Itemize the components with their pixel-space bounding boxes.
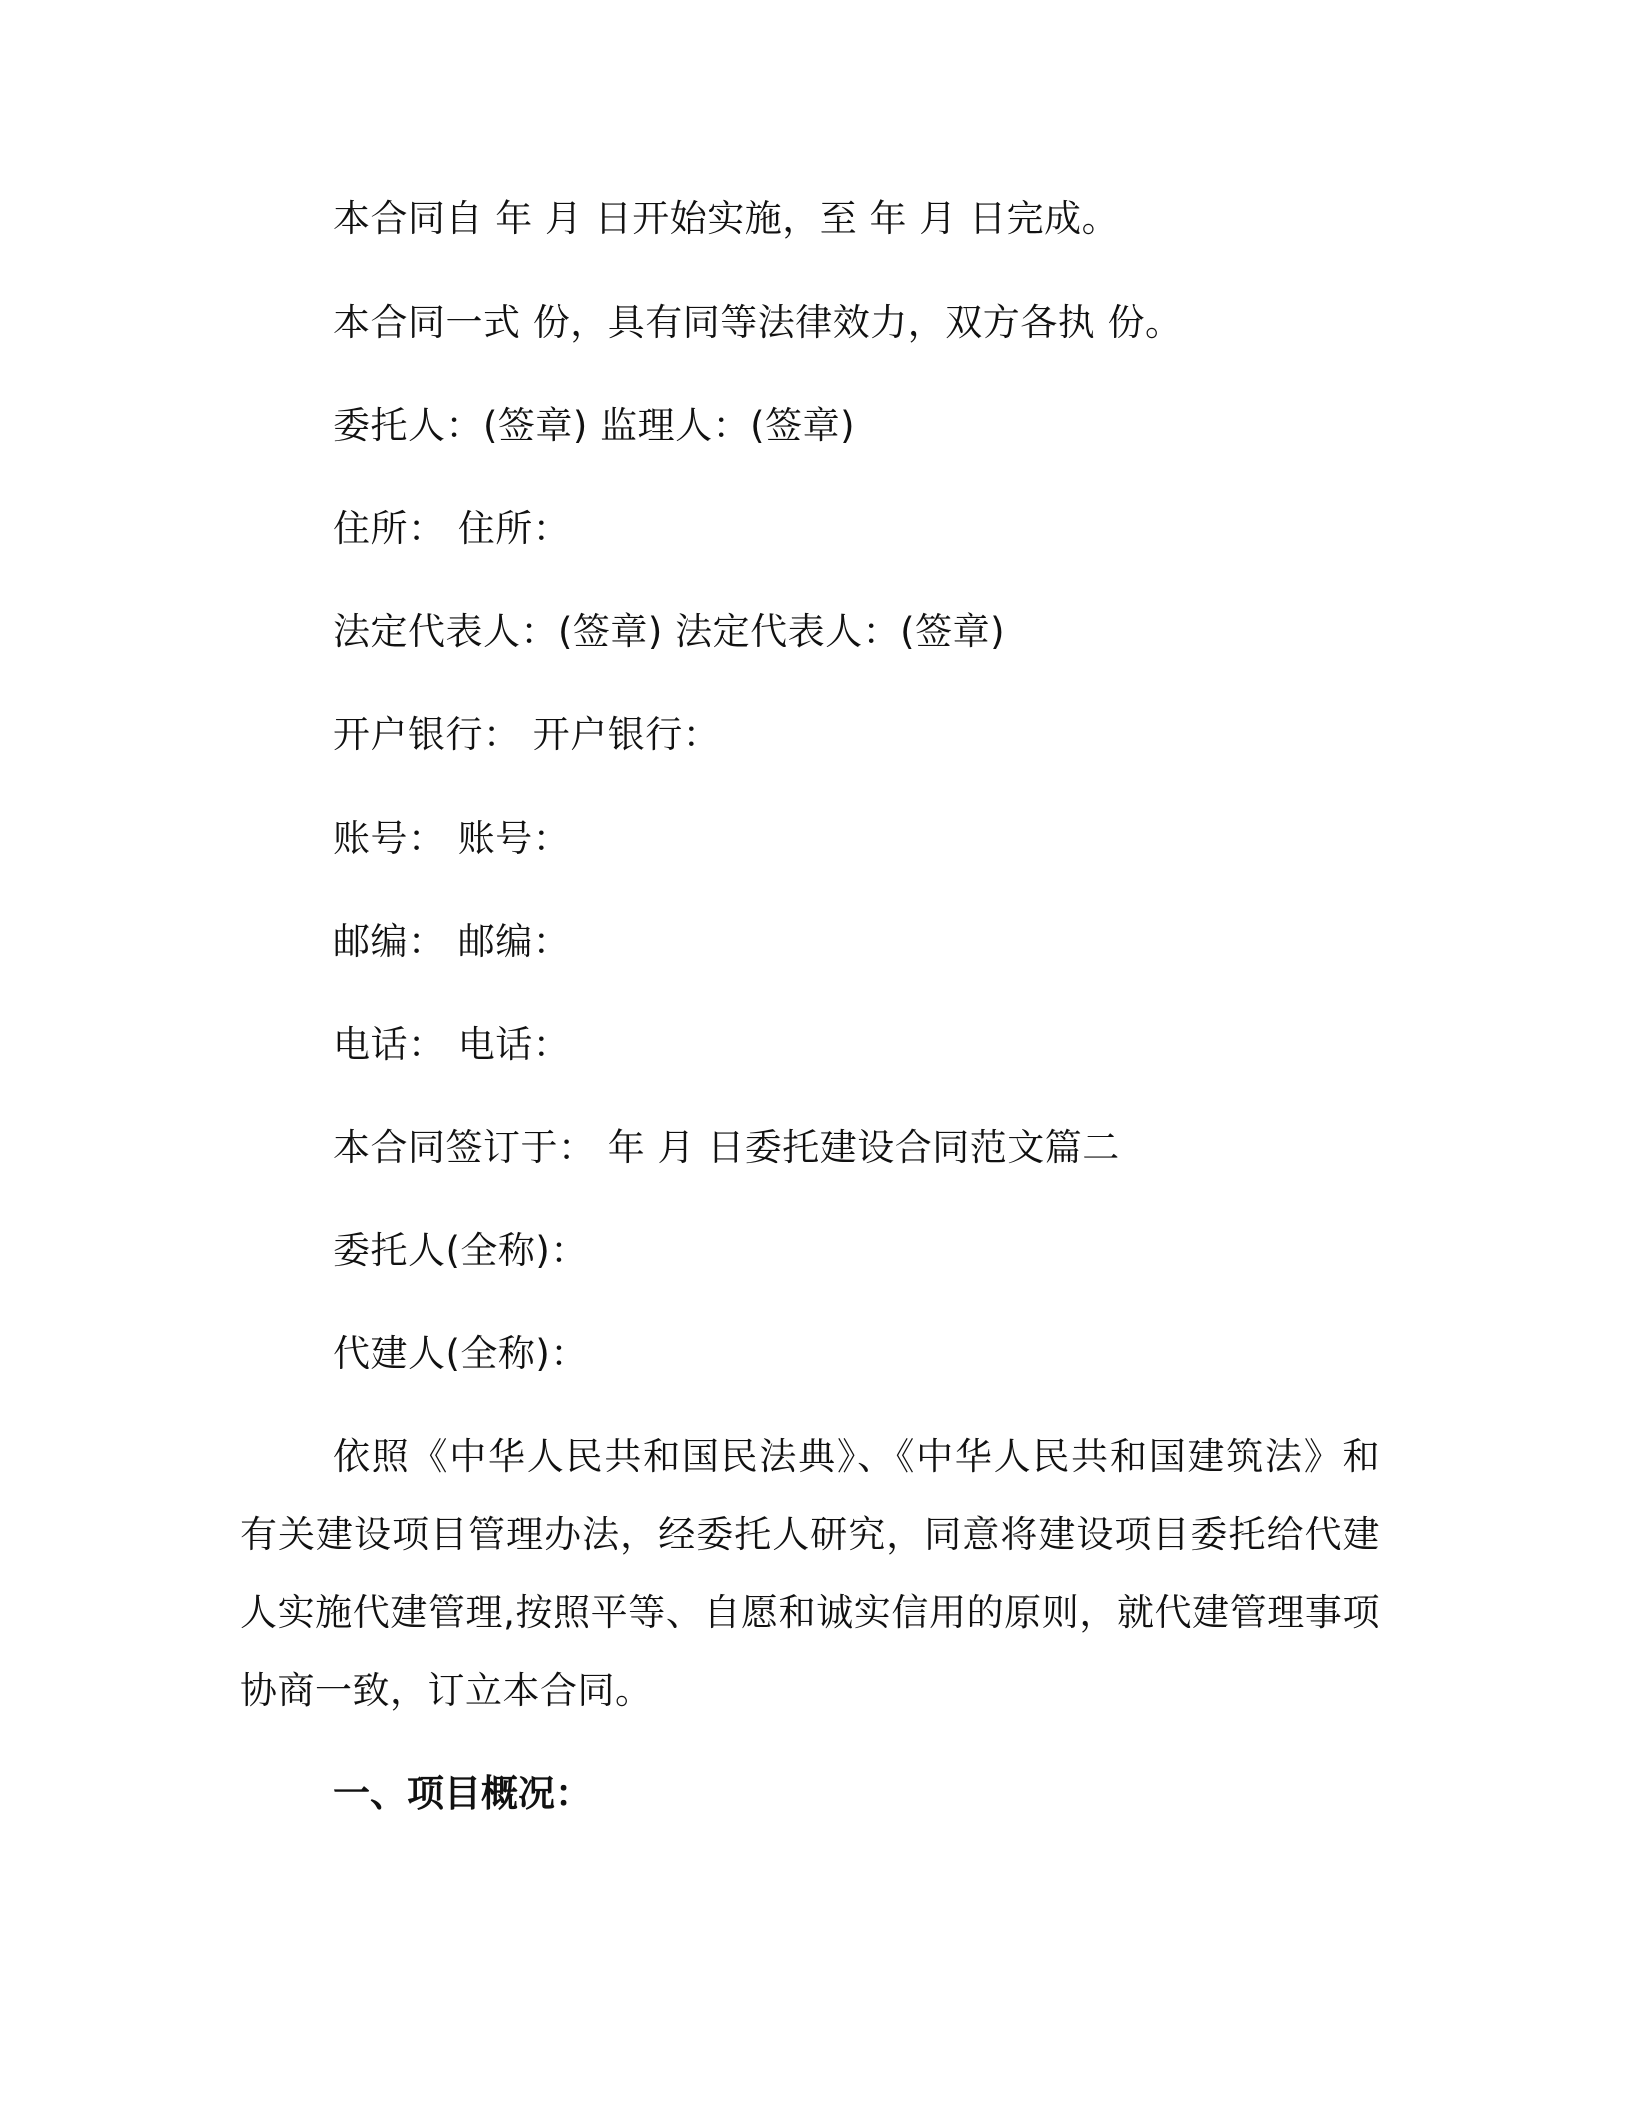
signing-date-line: 本合同签订于： 年 月 日委托建设合同范文篇二 [333,1126,1120,1169]
agent-name-line: 代建人(全称)： [333,1332,588,1375]
address-line: 住所： 住所： [333,507,571,550]
principal-name-line: 委托人(全称)： [333,1229,588,1272]
legal-representative-line: 法定代表人：(签章) 法定代表人：(签章) [333,610,1006,653]
bank-line: 开户银行： 开户银行： [333,713,721,756]
signatory-line: 委托人：(签章) 监理人：(签章) [333,404,856,447]
postcode-line: 邮编： 邮编： [333,920,571,963]
section-heading: 一、项目概况： [333,1772,592,1815]
contract-period-line: 本合同自 年 月 日开始实施，至 年 月 日完成。 [333,197,1120,240]
phone-line: 电话： 电话： [333,1023,571,1066]
preamble-paragraph: 依照《中华人民共和国民法典》、《中华人民共和国建筑法》和有关建设项目管理办法，经委托人研究，同意将建设项目委托给代建人实施代建管理,按照平等、自愿和诚实信用的原则，就代建管理事项协商一致，订立本合同。 [240,1435,1380,1712]
contract-copies-line: 本合同一式 份，具有同等法律效力，双方各执 份。 [333,301,1183,344]
account-line: 账号： 账号： [333,817,571,860]
